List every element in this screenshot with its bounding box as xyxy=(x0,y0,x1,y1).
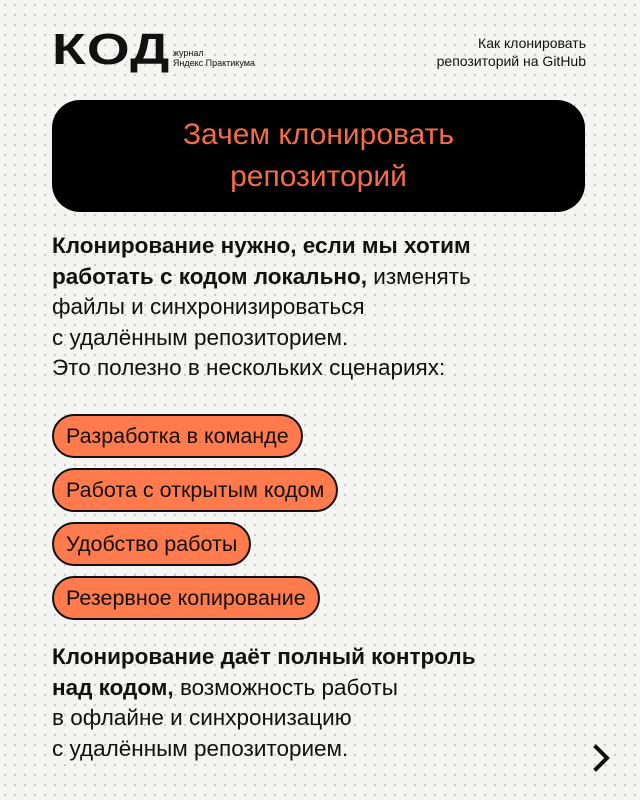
conclusion-line-1 xyxy=(52,642,476,673)
logo xyxy=(52,25,255,74)
intro-text-2: изменять xyxy=(367,263,471,289)
conclusion-line-4: с удалённым репозиторием. xyxy=(52,735,349,761)
intro-bold-2: работать с кодом локально, xyxy=(52,263,367,289)
logo-subtitle-line-1: журнал xyxy=(172,48,204,58)
logo-word: КОД xyxy=(52,25,171,74)
topic-line-1: Как клонировать xyxy=(478,35,586,51)
logo-subtitle xyxy=(173,48,255,68)
intro-line-2 xyxy=(52,262,471,293)
slide-title xyxy=(52,100,585,212)
intro-line-4: с удалённым репозиторием. xyxy=(52,324,349,350)
scenario-pill: Удобство работы xyxy=(52,522,251,566)
conclusion-bold-1: Клонирование даёт полный контроль xyxy=(52,644,476,669)
scenario-pill: Работа с открытым кодом xyxy=(52,468,338,512)
intro-line-5: Это полезно в нескольких сценариях: xyxy=(52,355,446,381)
conclusion-line-2 xyxy=(52,673,476,704)
conclusion-text-2: возможность работы xyxy=(173,674,398,700)
topic-line-2: репозиторий на GitHub xyxy=(436,53,586,69)
intro-line-3: файлы и синхронизироваться xyxy=(52,294,365,320)
scenario-pill: Резервное копирование xyxy=(52,576,320,620)
conclusion-line-3: в офлайне и синхронизацию xyxy=(52,705,352,731)
slide-title-line-1: Зачем клонировать xyxy=(182,118,455,151)
article-topic xyxy=(437,34,586,70)
conclusion-paragraph xyxy=(52,642,476,764)
intro-line-1 xyxy=(52,231,471,262)
conclusion-bold-2: над кодом, xyxy=(52,674,174,700)
intro-bold-1: Клонирование нужно, если мы хотим xyxy=(52,233,471,258)
scenario-pill: Разработка в команде xyxy=(52,414,303,458)
logo-subtitle-line-2: Яндекс Практикума xyxy=(172,58,255,68)
slide-title-line-2: репозиторий xyxy=(230,160,407,193)
chevron-right-icon[interactable] xyxy=(592,744,612,772)
intro-paragraph xyxy=(52,231,471,384)
